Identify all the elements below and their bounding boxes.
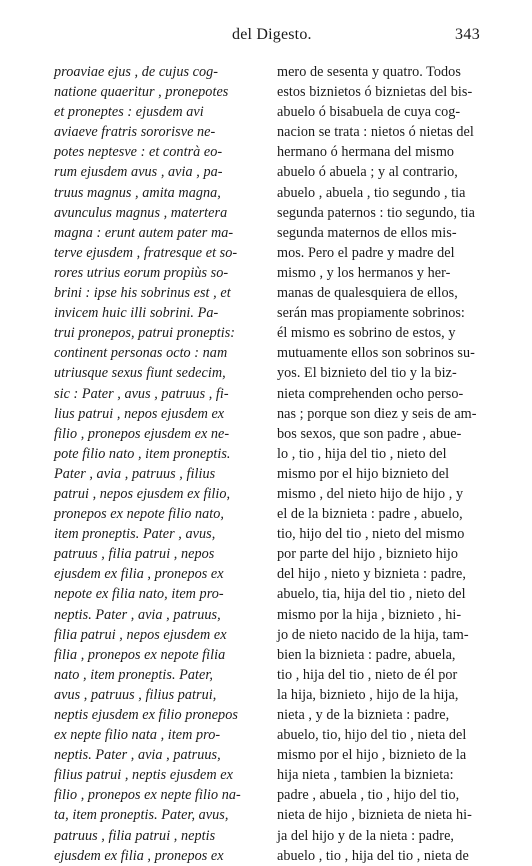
latin-text-line: nato , item proneptis. Pater, [54, 666, 213, 683]
spanish-text-line: él mismo es sobrino de estos, y [277, 325, 456, 342]
spanish-text-line: segunda paternos : tio segundo, tia [277, 204, 475, 221]
latin-text-line: pronepos ex nepote filio nato, [54, 506, 225, 523]
spanish-text-line: mos. Pero el padre y madre del [277, 244, 455, 261]
spanish-text-line: bos sexos, que son padre , abue- [277, 425, 462, 442]
spanish-text-line: mismo por el hijo , biznieto de la [277, 747, 467, 764]
latin-text-line: nepote ex filia nato, item pro- [54, 586, 224, 603]
spanish-text-line: manas de qualesquiera de ellos, [277, 285, 458, 302]
spanish-text-line: segunda maternos de ellos mis- [277, 224, 457, 241]
latin-text-line: ta, item proneptis. Pater, avus, [54, 807, 229, 824]
latin-text-line: brini : ipse his sobrinus est , et [54, 285, 231, 302]
spanish-text-line: tio, hijo del tio , nieto del mismo [277, 526, 465, 543]
spanish-text-line: estos biznietos ó biznietas del bis- [277, 84, 473, 101]
latin-text-line: filia , pronepos ex nepote filia [54, 646, 226, 663]
spanish-text-line: nas ; porque son diez y seis de am- [277, 405, 477, 422]
spanish-text-line: mismo , y los hermanos y her- [277, 264, 451, 281]
latin-text-line: patruus , filia patrui , nepos [54, 546, 215, 563]
spanish-text-line: lo , tio , hija del tio , nieto del [277, 445, 447, 462]
spanish-text-line: mismo por la hija , biznieto , hi- [277, 606, 462, 623]
latin-text-line: sic : Pater , avus , patruus , fi- [54, 385, 229, 402]
latin-text-column [54, 62, 268, 866]
spanish-text-line: por parte del hijo , biznieto hijo [277, 546, 458, 563]
latin-text-line: aviaeve fratris sororisve ne- [54, 124, 216, 141]
spanish-text-line: nieta de hijo , biznieta de nieta hi- [277, 807, 472, 824]
latin-text-line: patrui , nepos ejusdem ex filio, [54, 485, 231, 502]
spanish-text-line: abuelo , abuela , tio segundo , tia [277, 184, 466, 201]
spanish-text-line: abuelo, tia, hija del tio , nieto del [277, 586, 466, 603]
spanish-text-line: yos. El biznieto del tio y la biz- [277, 365, 457, 382]
latin-text-line: neptis. Pater , avia , patruus, [54, 606, 221, 623]
spanish-text-line: mero de sesenta y quatro. Todos [277, 64, 461, 80]
spanish-text-line: jo de nieto nacido de la hija, tam- [277, 626, 469, 643]
latin-text-line: natione quaeritur , pronepotes [54, 84, 229, 101]
latin-text-line: truus magnus , amita magna, [54, 184, 221, 201]
latin-text-line: trui pronepos, patrui proneptis: [54, 325, 236, 342]
spanish-text-line: nieta , y de la biznieta : padre, [277, 707, 450, 723]
page-number: 343 [455, 26, 481, 43]
latin-text-line: et proneptes : ejusdem avi [54, 104, 204, 121]
latin-text-line: proaviae ejus , de cujus cog- [54, 64, 219, 80]
latin-text-line: lius patrui , nepos ejusdem ex [54, 405, 225, 422]
latin-text-line: invicem huic illi sobrini. Pa- [54, 305, 219, 322]
latin-text-line: patruus , filia patrui , neptis [54, 827, 216, 844]
spanish-text-line: bien la biznieta : padre, abuela, [277, 646, 456, 663]
latin-text-line: filio , pronepos ex nepte filio na- [54, 787, 241, 804]
spanish-text-line: mismo por el hijo biznieto del [277, 465, 450, 482]
spanish-text-line: la hija, biznieto , hijo de la hija, [277, 686, 459, 703]
spanish-text-line: hija nieta , tambien la biznieta: [277, 767, 454, 784]
spanish-text-line: tio , hija del tio , nieto de él por [277, 666, 458, 683]
latin-text-line: filio , pronepos ejusdem ex ne- [54, 425, 230, 442]
latin-text-line: rores utrius eorum propiùs so- [54, 264, 229, 281]
latin-text-line: terve ejusdem , fratresque et so- [54, 244, 238, 261]
latin-text-line: pote filio nato , item proneptis. [54, 445, 231, 462]
spanish-text-line: abuelo ó bisabuela de cuya cog- [277, 104, 461, 121]
latin-text-line: continent personas octo : nam [54, 345, 228, 362]
latin-text-line: ejusdem ex filia , pronepos ex [54, 847, 224, 864]
latin-text-line: filius patrui , neptis ejusdem ex [54, 767, 233, 784]
spanish-text-line: nieta comprehenden ocho perso- [277, 385, 464, 402]
spanish-text-line: abuelo , tio , hija del tio , nieta de [277, 847, 469, 864]
spanish-text-column [277, 62, 483, 866]
latin-text-line: neptis ejusdem ex filio pronepos [54, 707, 238, 723]
spanish-text-line: abuelo ó abuela ; y al contrario, [277, 164, 458, 181]
spanish-text-line: nacion se trata : nietos ó nietas del [277, 124, 474, 141]
latin-text-line: ejusdem ex filia , pronepos ex [54, 566, 224, 583]
spanish-text-line: hermano ó hermana del mismo [277, 144, 455, 161]
spanish-text-line: mutuamente ellos son sobrinos su- [277, 345, 475, 362]
latin-text-line: filia patrui , nepos ejusdem ex [54, 626, 227, 643]
spanish-text-line: mismo , del nieto hijo de hijo , y [277, 485, 464, 502]
spanish-text-line: ja del hijo y de la nieta : padre, [277, 827, 455, 844]
spanish-text-line: del hijo , nieto y biznieta : padre, [277, 566, 466, 583]
latin-text-line: neptis. Pater , avia , patruus, [54, 747, 221, 764]
latin-text-line: avus , patruus , filius patrui, [54, 686, 217, 703]
latin-text-line: Pater , avia , patruus , filius [54, 465, 216, 482]
spanish-text-line: serán mas propiamente sobrinos: [277, 305, 465, 322]
running-head [0, 26, 532, 50]
latin-text-line: ex nepte filio nata , item pro- [54, 727, 221, 744]
spanish-text-line: padre , abuela , tio , hijo del tio, [277, 787, 460, 804]
spanish-text-line: abuelo, tio, hijo del tio , nieta del [277, 727, 467, 744]
running-title: del Digesto. [232, 26, 312, 43]
latin-text-line: avunculus magnus , matertera [54, 204, 228, 221]
latin-text-line: item proneptis. Pater , avus, [54, 526, 216, 543]
latin-text-line: rum ejusdem avus , avia , pa- [54, 164, 223, 181]
latin-text-line: potes neptesve : et contrà eo- [54, 144, 223, 161]
latin-text-line: utriusque sexus fiunt sedecim, [54, 365, 226, 382]
spanish-text-line: el de la biznieta : padre , abuelo, [277, 506, 463, 523]
latin-text-line: magna : erunt autem pater ma- [54, 224, 234, 241]
